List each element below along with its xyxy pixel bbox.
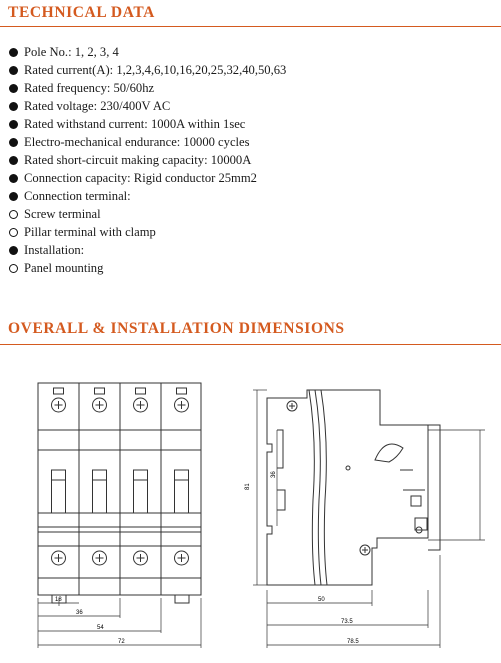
spec-text: Connection capacity: Rigid conductor 25mm2 bbox=[24, 171, 257, 185]
side-view-drawing bbox=[225, 350, 495, 660]
dim-54: 54 bbox=[97, 625, 104, 631]
hollow-bullet-icon bbox=[9, 228, 18, 237]
spec-text: Screw terminal bbox=[24, 207, 101, 221]
pole-2 bbox=[93, 388, 107, 565]
spec-text: Rated short-circuit making capacity: 10000A bbox=[24, 153, 252, 167]
spec-text: Rated frequency: 50/60hz bbox=[24, 81, 155, 95]
dim-18: 18 bbox=[55, 597, 62, 603]
spec-item bbox=[8, 97, 286, 115]
technical-data-rule bbox=[0, 26, 501, 27]
filled-bullet-icon bbox=[9, 156, 18, 165]
dimensions-rule bbox=[0, 344, 501, 345]
spec-text: Connection terminal: bbox=[24, 189, 131, 203]
spec-item bbox=[8, 205, 286, 223]
filled-bullet-icon bbox=[9, 192, 18, 201]
pole-4 bbox=[175, 388, 189, 565]
spec-item bbox=[8, 43, 286, 61]
spec-list bbox=[8, 43, 286, 277]
spec-item bbox=[8, 79, 286, 97]
dim-50: 50 bbox=[318, 597, 325, 603]
front-view-drawing bbox=[0, 350, 230, 660]
pole-1 bbox=[52, 388, 66, 565]
spec-item bbox=[8, 133, 286, 151]
dim-36: 36 bbox=[76, 610, 83, 616]
dim-78-5: 78.5 bbox=[347, 639, 359, 645]
dim-81: 81 bbox=[245, 483, 251, 490]
dim-36-side: 36 bbox=[271, 471, 277, 478]
filled-bullet-icon bbox=[9, 246, 18, 255]
spec-item bbox=[8, 259, 286, 277]
filled-bullet-icon bbox=[9, 120, 18, 129]
dim-73-5: 73.5 bbox=[341, 619, 353, 625]
spec-text: Pole No.: 1, 2, 3, 4 bbox=[24, 45, 119, 59]
spec-item bbox=[8, 151, 286, 169]
dim-72: 72 bbox=[118, 639, 125, 645]
pole-3 bbox=[134, 388, 148, 565]
spec-item bbox=[8, 241, 286, 259]
filled-bullet-icon bbox=[9, 138, 18, 147]
spec-text: Panel mounting bbox=[24, 261, 104, 275]
spec-item bbox=[8, 61, 286, 79]
spec-text: Rated current(A): 1,2,3,4,6,10,16,20,25,32,40,50,63 bbox=[24, 63, 287, 77]
spec-text: Installation: bbox=[24, 243, 85, 257]
spec-text: Electro-mechanical endurance: 10000 cycles bbox=[24, 135, 250, 149]
spec-item bbox=[8, 223, 286, 241]
spec-item bbox=[8, 187, 286, 205]
spec-item bbox=[8, 115, 286, 133]
spec-item bbox=[8, 169, 286, 187]
spec-text: Rated voltage: 230/400V AC bbox=[24, 99, 171, 113]
filled-bullet-icon bbox=[9, 174, 18, 183]
hollow-bullet-icon bbox=[9, 210, 18, 219]
filled-bullet-icon bbox=[9, 84, 18, 93]
hollow-bullet-icon bbox=[9, 264, 18, 273]
filled-bullet-icon bbox=[9, 66, 18, 75]
dimensions-title: OVERALL & INSTALLATION DIMENSIONS bbox=[8, 320, 345, 337]
technical-data-title: TECHNICAL DATA bbox=[8, 4, 155, 21]
spec-text: Pillar terminal with clamp bbox=[24, 225, 156, 239]
spec-text: Rated withstand current: 1000A within 1sec bbox=[24, 117, 246, 131]
filled-bullet-icon bbox=[9, 102, 18, 111]
filled-bullet-icon bbox=[9, 48, 18, 57]
